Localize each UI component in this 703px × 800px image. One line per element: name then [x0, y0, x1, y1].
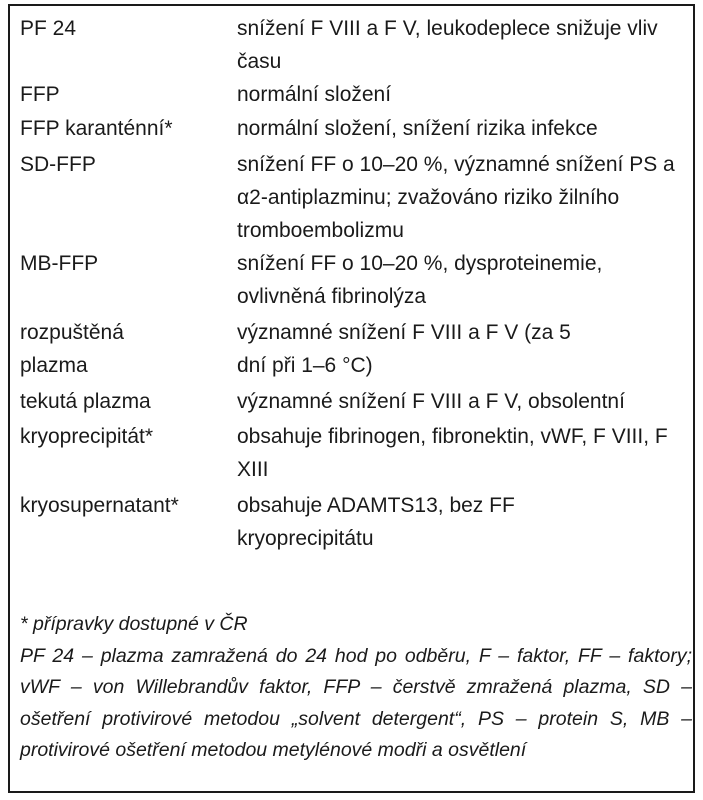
- row-term: MB-FFP: [20, 252, 99, 275]
- table-footnotes: [20, 609, 692, 767]
- table-row: [10, 316, 693, 385]
- row-description: normální složení, snížení rizika infekce: [237, 117, 598, 140]
- row-term: tekutá plazma: [20, 390, 151, 413]
- row-description: obsahuje fibrinogen, fibronektin, vWF, F VIII, F XIII: [237, 425, 668, 481]
- table-row: [10, 148, 693, 247]
- row-term: SD-FFP: [20, 153, 96, 176]
- row-term: FFP karanténní*: [20, 117, 173, 140]
- availability-footnote: * přípravky dostupné v ČR: [20, 613, 248, 635]
- row-description: snížení FF o 10–20 %, významné snížení PS a α2-antiplazminu; zvažováno riziko žilního tromboembolizmu: [237, 153, 675, 242]
- abbreviations-footnote: PF 24 – plazma zamražená do 24 hod po odběru, F – faktor, FF – faktory; vWF – von Willebrandův faktor, FFP – čerstvě zmražená plazma, SD – ošetření protivirové metodou „solvent detergent“, PS – protein S, MB – protivirové ošetření metodou metylénové modři a osvětlení: [20, 644, 692, 761]
- row-description: normální složení: [237, 83, 392, 106]
- table-row: [10, 247, 693, 316]
- table-row: [10, 78, 693, 112]
- row-term: PF 24: [20, 17, 77, 40]
- row-description: snížení FF o 10–20 %, dysproteinemie, ovlivněná fibrinolýza: [237, 252, 603, 308]
- table-row: [10, 489, 693, 555]
- row-description: obsahuje ADAMTS13, bez FF kryoprecipitátu: [237, 494, 515, 550]
- table-row: [10, 385, 693, 420]
- plasma-products-table: [8, 4, 695, 793]
- row-description: významné snížení F VIII a F V (za 5 dní při 1–6 °C): [237, 321, 571, 377]
- table-row: [10, 420, 693, 489]
- row-description: snížení F VIII a F V, leukodeplece snižuje vliv času: [237, 17, 658, 73]
- row-term: rozpuštěná plazma: [20, 321, 124, 377]
- row-description: významné snížení F VIII a F V, obsolentní: [237, 390, 625, 413]
- row-term: kryoprecipitát*: [20, 425, 154, 448]
- table-body: [10, 12, 693, 555]
- row-term: kryosupernatant*: [20, 494, 179, 517]
- row-term: FFP: [20, 83, 60, 106]
- table-row: [10, 12, 693, 78]
- table-row: [10, 112, 693, 148]
